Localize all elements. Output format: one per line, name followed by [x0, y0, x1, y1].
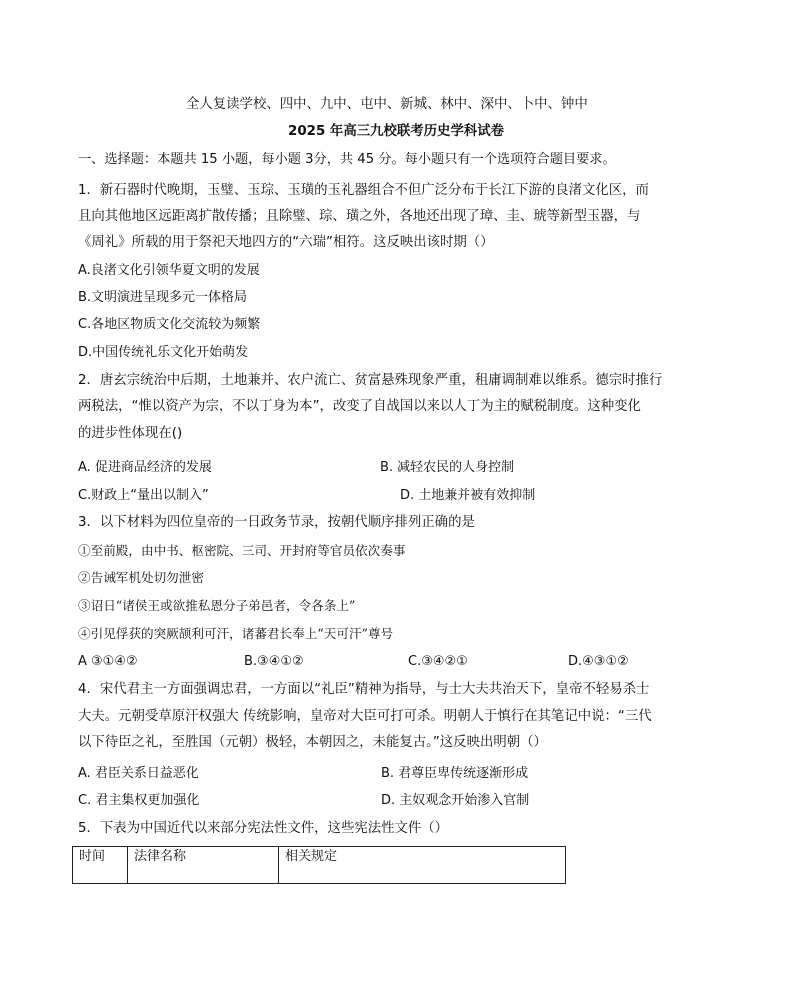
q3-item-4: ④引见俘获的突厥颉利可汗，诸蕃君长奉上“天可汗”尊号 [78, 626, 394, 641]
q1-option-c[interactable]: C.各地区物质文化交流较为频繁 [78, 317, 261, 332]
q2-line-1: 2．唐玄宗统治中后期，土地兼并、农户流亡、贫富悬殊现象严重，租庸调制难以维系。德宗时推行 [78, 373, 663, 388]
q4-line-3: 以下待臣之礼，至胜国（元朝）极轻，本朝因之，未能复古。”这反映出明朝（） [78, 735, 547, 750]
q3-item-3: ③诏日“诸侯王或欲推私恩分子弟邑者，令各条上” [78, 598, 356, 613]
constitution-table [72, 846, 566, 884]
q4-line-2: 大夫。元朝受草原汗权强大 传统影响，皇帝对大臣可打可杀。明朝人于慎行在其笔记中说：“三代 [78, 709, 652, 724]
table-header-law-name: 法律名称 [128, 847, 279, 884]
exam-title: 2025 年高三九校联考历史学科试卷 [288, 124, 505, 139]
q3-option-d[interactable]: D.④③①② [568, 654, 629, 669]
q1-line-2: 且向其他地区远距离扩散传播；且除璧、琮、璜之外，各地还出现了璋、圭、琥等新型玉器，与 [78, 209, 641, 224]
q2-line-3: 的进步性体现在() [78, 426, 183, 441]
q3-option-c[interactable]: C.③④②① [408, 654, 468, 669]
q1-option-b[interactable]: B.文明演进呈现多元一体格局 [78, 290, 248, 305]
q3-item-1: ①至前殿，由中书、枢密院、三司、开封府等官员依次奏事 [78, 543, 406, 558]
q2-line-2: 两税法，“惟以资产为宗，不以丁身为本”，改变了自战国以来以人丁为主的赋税制度。这种变化 [78, 399, 641, 414]
q4-option-a[interactable]: A. 君臣关系日益恶化 [78, 766, 199, 781]
q1-option-d[interactable]: D.中国传统礼乐文化开始萌发 [78, 345, 249, 360]
q4-line-1: 4．宋代君主一方面强调忠君，一方面以“礼臣”精神为指导，与士大夫共治天下，皇帝不轻易杀士 [78, 682, 650, 697]
q4-option-c[interactable]: C. 君主集权更加强化 [78, 793, 200, 808]
q3-item-2: ②告诫军机处切勿泄密 [78, 570, 204, 585]
q4-option-d[interactable]: D. 主奴观念开始渗入官制 [381, 793, 530, 808]
q2-option-b[interactable]: B. 减轻农民的人身控制 [380, 460, 515, 475]
table-header-provisions: 相关规定 [279, 847, 566, 884]
q5-stem: 5．下表为中国近代以来部分宪法性文件，这些宪法性文件（） [78, 821, 449, 836]
school-list: 全人复读学校、四中、九中、屯中、新城、林中、深中、卜中、钟中 [186, 97, 588, 112]
q1-line-1: 1．新石器时代晚期，玉璧、玉琮、玉璜的玉礼器组合不但广泛分布于长江下游的良渚文化区，而 [78, 183, 649, 198]
section-heading: 一、选择题：本题共 15 小题，每小题 3分，共 45 分。每小题只有一个选项符合题目要求。 [78, 152, 616, 167]
table-header-time: 时间 [73, 847, 128, 884]
q1-line-3: 《周礼》所载的用于祭祀天地四方的“六瑞”相符。这反映出该时期（） [78, 235, 494, 250]
q3-stem: 3．以下材料为四位皇帝的一日政务节录，按朝代顺序排列正确的是 [78, 515, 475, 530]
table-header-row [73, 847, 566, 884]
q1-option-a[interactable]: A.良渚文化引领华夏文明的发展 [78, 263, 260, 278]
q2-option-d[interactable]: D. 土地兼并被有效抑制 [400, 488, 536, 503]
q3-option-a[interactable]: A ③①④② [78, 654, 138, 669]
q3-option-b[interactable]: B.③④①② [244, 654, 304, 669]
q2-option-a[interactable]: A. 促进商品经济的发展 [78, 460, 212, 475]
q4-option-b[interactable]: B. 君尊臣卑传统逐渐形成 [381, 766, 529, 781]
q2-option-c[interactable]: C.财政上“量出以制入” [78, 488, 209, 503]
